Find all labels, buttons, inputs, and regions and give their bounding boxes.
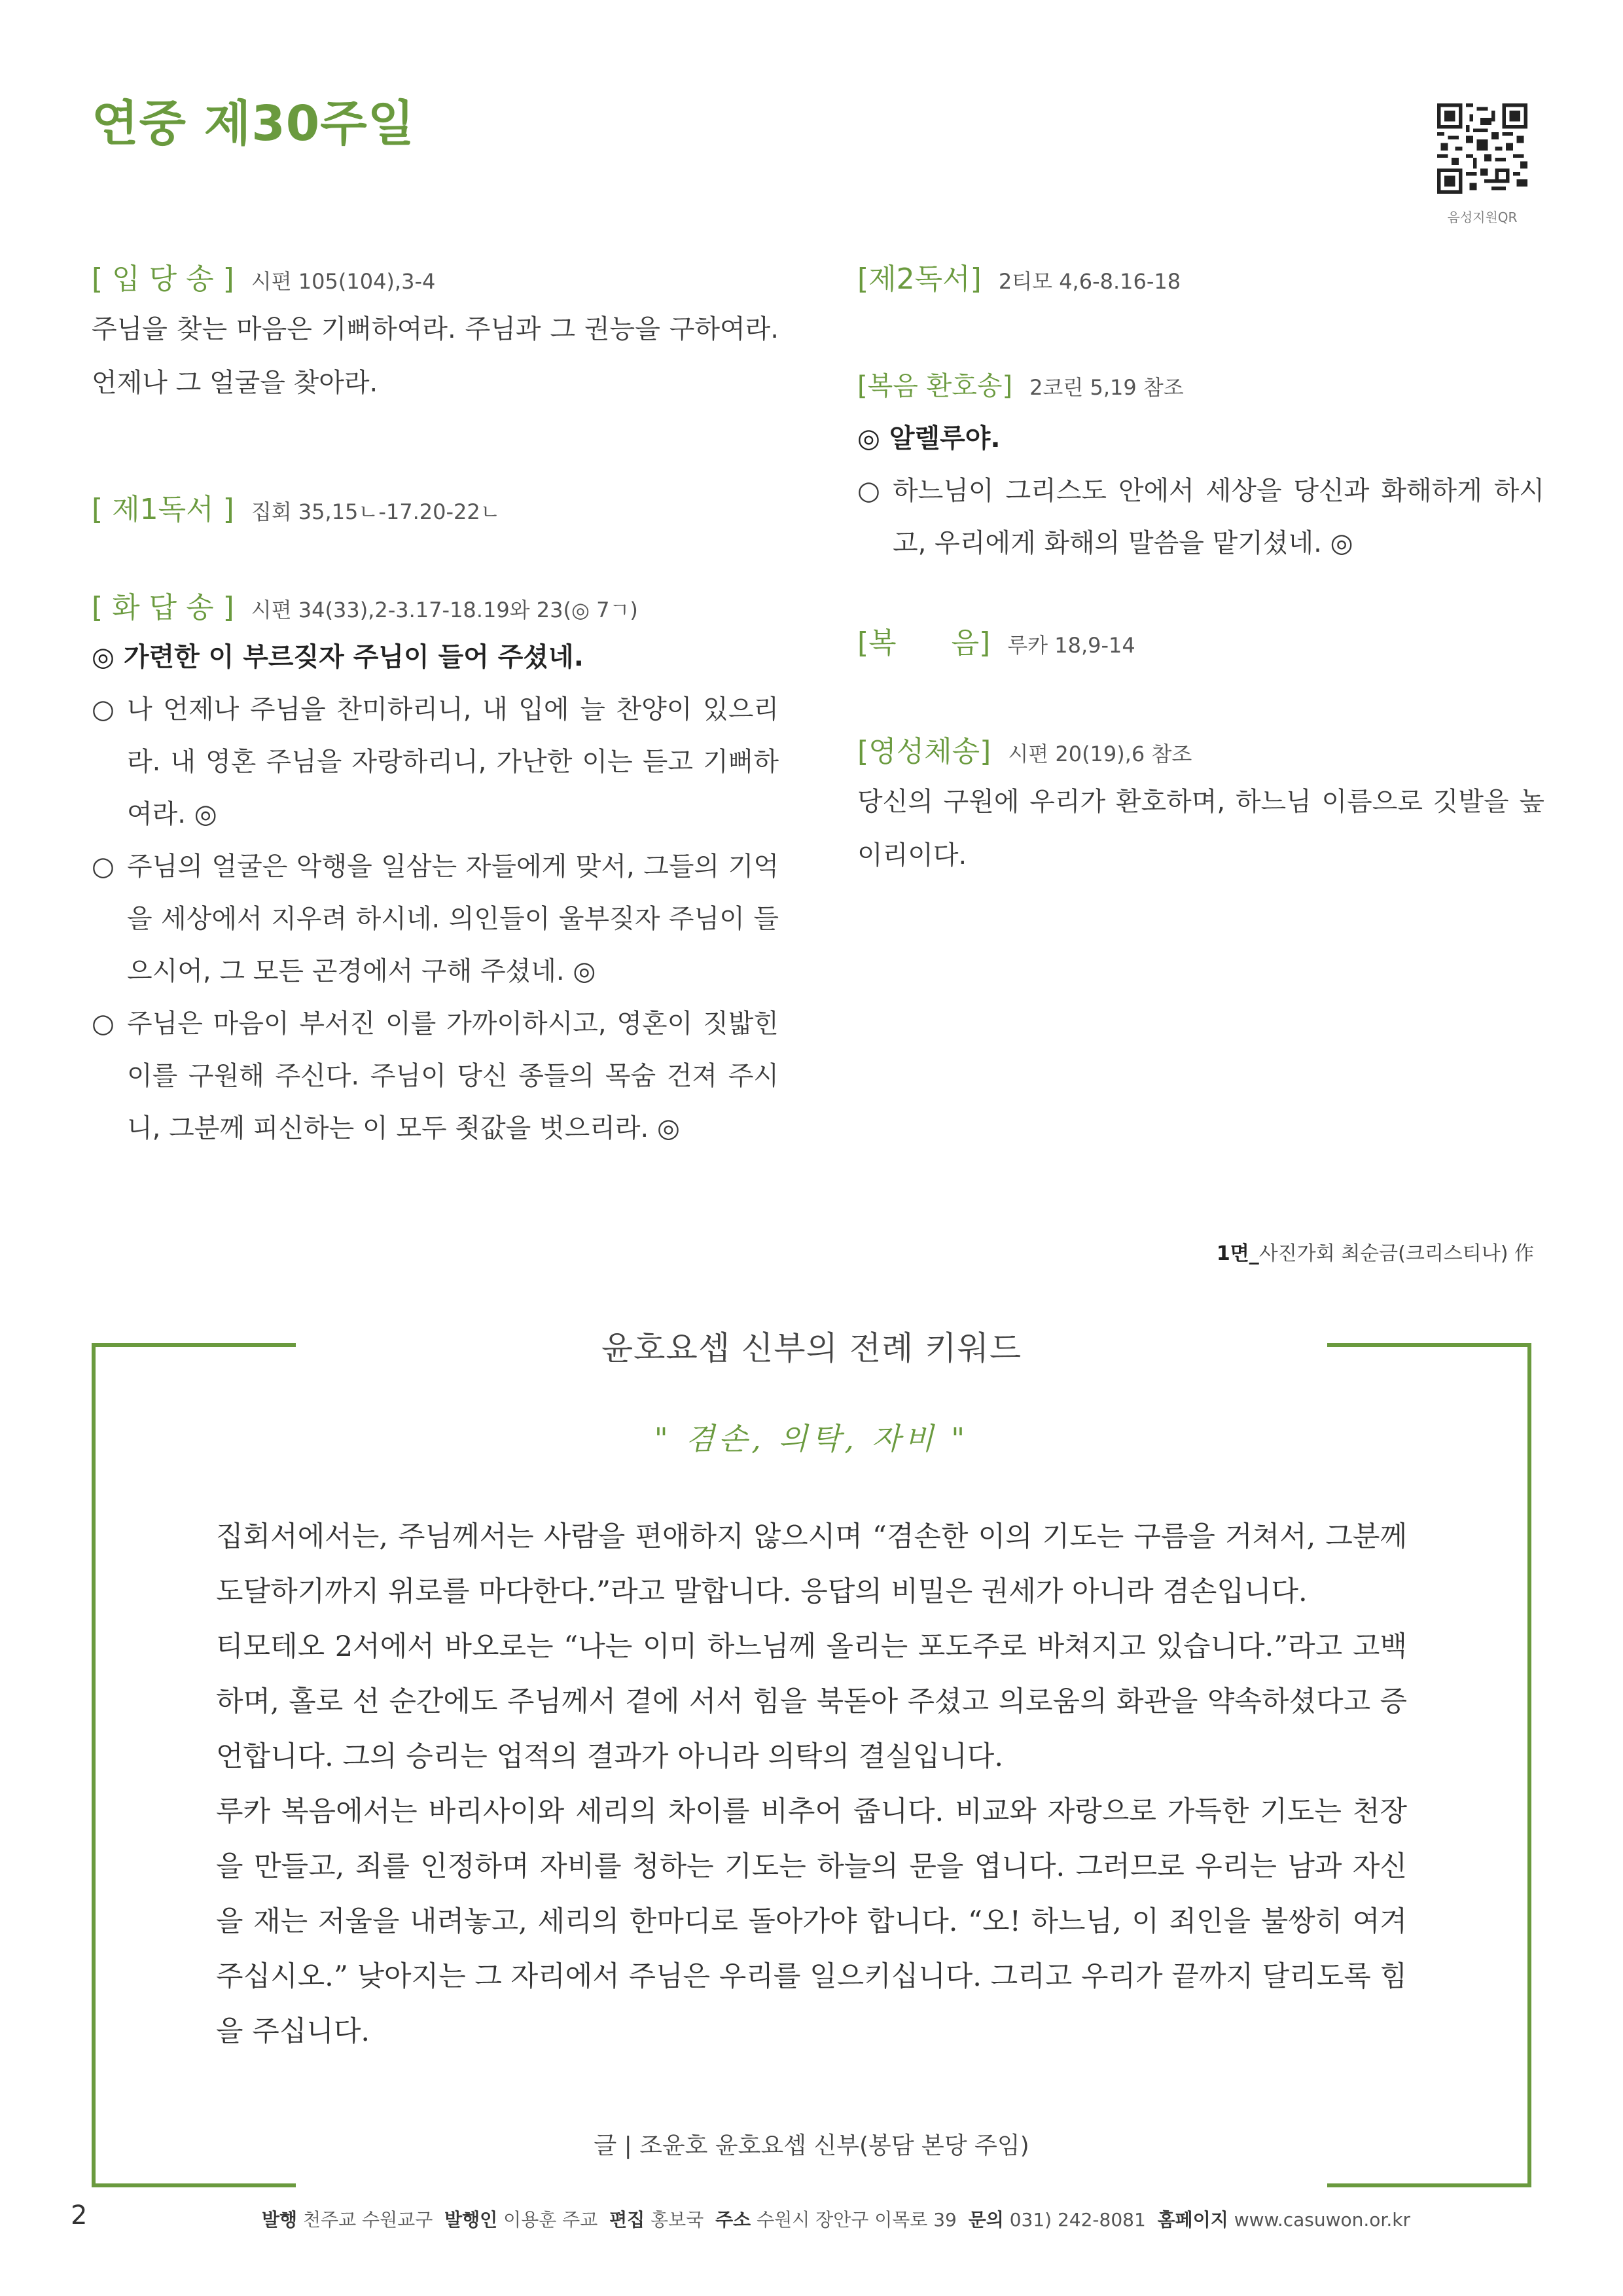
footer-address: 수원시 장안구 이목로 39 bbox=[757, 2209, 957, 2231]
second-reading-label: [제2독서] bbox=[857, 262, 982, 296]
first-reading-label: [ 제1독서 ] bbox=[92, 493, 234, 526]
footer-editor-label: 편집 bbox=[609, 2209, 645, 2231]
first-reading-ref: 집회 35,15ㄴ-17.20-22ㄴ bbox=[251, 499, 501, 524]
acclamation-label: [복음 환호송] bbox=[857, 371, 1013, 401]
keyword-title: 윤호요셉 신부의 전례 키워드 bbox=[601, 1329, 1022, 1367]
psalm-ref: 시편 34(33),2-3.17-18.19와 23(◎ 7ㄱ) bbox=[251, 598, 638, 622]
qr-code-icon[interactable] bbox=[1437, 103, 1527, 194]
keyword-author: 글 | 조윤호 윤호요셉 신부(봉담 본당 주임) bbox=[594, 2132, 1029, 2159]
left-column bbox=[92, 255, 779, 1155]
footer-homepage-label: 홈페이지 bbox=[1157, 2209, 1228, 2231]
footer-homepage-link[interactable]: www.casuwon.or.kr bbox=[1234, 2209, 1410, 2231]
second-reading bbox=[857, 255, 1544, 302]
verse-marker: ○ bbox=[92, 1009, 115, 1039]
gospel-acclamation bbox=[857, 365, 1544, 569]
communion-text: 당신의 구원에 우리가 환호하며, 하느님 이름으로 깃발을 높이리이다. bbox=[857, 787, 1544, 870]
box-border-left bbox=[92, 1343, 96, 2187]
gospel bbox=[857, 619, 1544, 666]
first-reading bbox=[92, 486, 779, 533]
footer-issuer-label: 발행인 bbox=[444, 2209, 498, 2231]
acclamation-verse bbox=[857, 465, 1544, 569]
right-column bbox=[857, 255, 1544, 882]
qr-label: 음성지원QR bbox=[1447, 209, 1518, 225]
acclamation-verse-text: 하느님이 그리스도 안에서 세상을 당신과 화해하게 하시고, 우리에게 화해의 말씀을 맡기셨네. ◎ bbox=[893, 476, 1544, 558]
verse-marker: ○ bbox=[857, 476, 880, 506]
communion-ref: 시편 20(19),6 참조 bbox=[1008, 742, 1192, 766]
psalm-verse bbox=[92, 997, 779, 1155]
footer-editor: 홍보국 bbox=[651, 2209, 704, 2231]
entrance-text: 주님을 찾는 마음은 기뻐하여라. 주님과 그 권능을 구하여라. 언제나 그 얼굴을 찾아라. bbox=[92, 314, 779, 398]
box-border-right bbox=[1527, 1343, 1531, 2187]
communion-label: [영성체송] bbox=[857, 735, 991, 768]
psalm-verse-text: 나 언제나 주님을 찬미하리니, 내 입에 늘 찬양이 있으리라. 내 영혼 주님을 자랑하리니, 가난한 이는 듣고 기뻐하여라. ◎ bbox=[127, 694, 779, 829]
keyword-subtitle: " 겸손, 의탁, 자비 " bbox=[654, 1421, 969, 1456]
footer-issuer: 이용훈 주교 bbox=[503, 2209, 598, 2231]
gospel-label: [복 음] bbox=[857, 626, 991, 660]
box-border-bottom-left bbox=[92, 2183, 296, 2187]
second-reading-ref: 2티모 4,6-8.16-18 bbox=[998, 269, 1181, 294]
gospel-ref: 루카 18,9-14 bbox=[1007, 633, 1135, 658]
credit-text: 사진가회 최순금(크리스티나) 作 bbox=[1258, 1242, 1534, 1265]
psalm-verse-text: 주님은 마음이 부서진 이를 가까이하시고, 영혼이 짓밟힌 이를 구원해 주신다. 주님이 당신 종들의 목숨 건져 주시니, 그분께 피신하는 이 모두 죗값을 벗으리라. ◎ bbox=[127, 1009, 779, 1143]
entrance-ref: 시편 105(104),3-4 bbox=[251, 269, 436, 294]
footer-contact: 031) 242-8081 bbox=[1009, 2209, 1146, 2231]
psalm-response: ◎ 가련한 이 부르짖자 주님이 들어 주셨네. bbox=[92, 642, 584, 672]
keyword-paragraph: 티모테오 2서에서 바오로는 “나는 이미 하느님께 올리는 포도주로 바쳐지고 있습니다.”라고 고백하며, 홀로 선 순간에도 주님께서 곁에 서서 힘을 북돋아 주셨고 의로움의 화관을 약속하셨다고 증언합니다. 그의 승리는 업적의 결과가 아니라 의탁의 결실입니다. bbox=[216, 1630, 1407, 1773]
verse-marker: ○ bbox=[92, 694, 115, 725]
box-border-bottom-right bbox=[1327, 2183, 1531, 2187]
footer-address-label: 주소 bbox=[715, 2209, 751, 2231]
acclamation-ref: 2코린 5,19 참조 bbox=[1029, 375, 1184, 400]
footer-publisher-label: 발행 bbox=[262, 2209, 298, 2231]
page-title: 연중 제30주일 bbox=[92, 96, 416, 152]
entrance-label: [ 입 당 송 ] bbox=[92, 262, 234, 296]
responsorial-psalm bbox=[92, 584, 779, 1155]
communion-antiphon bbox=[857, 728, 1544, 882]
psalm-verse-text: 주님의 얼굴은 악행을 일삼는 자들에게 맞서, 그들의 기억을 세상에서 지우려 하시네. 의인들이 울부짖자 주님이 들으시어, 그 모든 곤경에서 구해 주셨네. ◎ bbox=[127, 852, 779, 986]
footer-publisher: 천주교 수원교구 bbox=[303, 2209, 433, 2231]
footer-contact-label: 문의 bbox=[968, 2209, 1004, 2231]
credit-page: 1면_ bbox=[1216, 1242, 1259, 1265]
acclamation-response: ◎ 알렐루야. bbox=[857, 423, 1001, 454]
psalm-verse bbox=[92, 840, 779, 997]
psalm-label: [ 화 답 송 ] bbox=[92, 591, 234, 624]
keyword-body bbox=[216, 1509, 1407, 2059]
entrance-antiphon bbox=[92, 255, 779, 410]
verse-marker: ○ bbox=[92, 852, 115, 882]
page-number: 2 bbox=[71, 2200, 88, 2231]
keyword-paragraph: 루카 복음에서는 바리사이와 세리의 차이를 비추어 줍니다. 비교와 자랑으로 가득한 기도는 천장을 만들고, 죄를 인정하며 자비를 청하는 기도는 하늘의 문을 엽니다. 그러므로 우리는 남과 자신을 재는 저울을 내려놓고, 세리의 한마디로 돌아가야 합니다. “오! 하느님, 이 죄인을 불쌍히 여겨 주십시오.” 낮아지는 그 자리에서 주님은 우리를 일으키십니다. 그리고 우리가 끝까지 달리도록 힘을 주십니다. bbox=[216, 1795, 1407, 2048]
footer-info bbox=[262, 2206, 1414, 2232]
psalm-verse bbox=[92, 683, 779, 840]
keyword-paragraph: 집회서에서는, 주님께서는 사람을 편애하지 않으시며 “겸손한 이의 기도는 구름을 거쳐서, 그분께 도달하기까지 위로를 마다한다.”라고 말합니다. 응답의 비밀은 권세가 아니라 겸손입니다. bbox=[216, 1520, 1407, 1608]
photo-credit bbox=[1217, 1237, 1534, 1266]
